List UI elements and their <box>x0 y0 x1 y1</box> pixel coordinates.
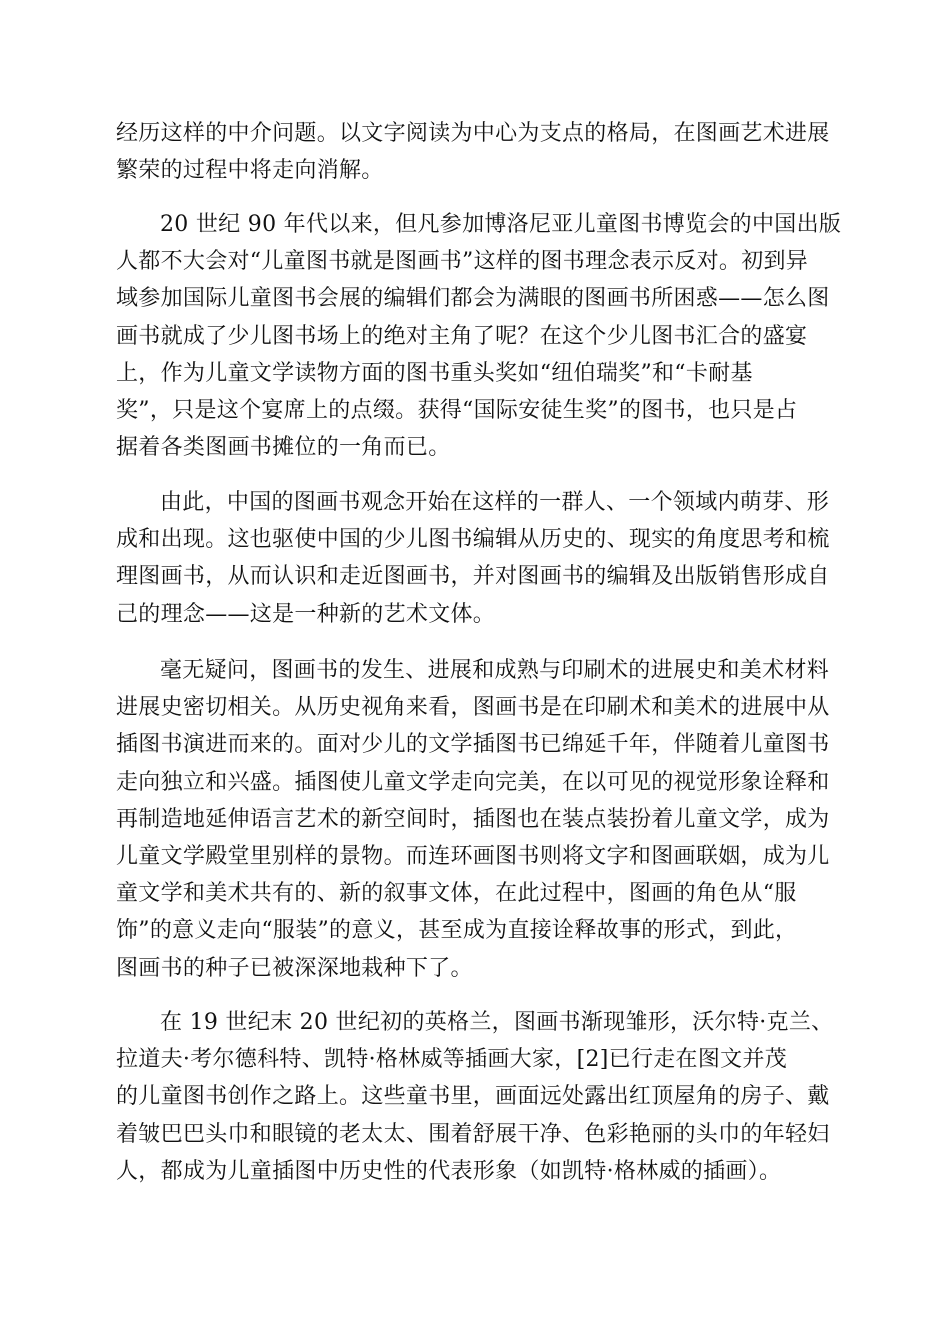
paragraph-5 <box>116 1004 836 1190</box>
text-line: 由此，中国的图画书观念开始在这样的一群人、一个领域内萌芽、形 <box>160 490 830 515</box>
text-line: 域参加国际儿童图书会展的编辑们都会为满眼的图画书所困惑——怎么图 <box>116 286 830 312</box>
paragraph-1 <box>116 115 836 189</box>
text-line: 上，作为儿童文学读物方面的图书重头奖如“纽伯瑞奖”和“卡耐基 <box>116 360 753 386</box>
text-line: 繁荣的过程中将走向消解。 <box>116 158 384 184</box>
text-line: 图画书的种子已被深深地栽种下了。 <box>116 955 473 981</box>
text-line: 画书就成了少儿图书场上的绝对主角了呢？在这个少儿图书汇合的盛宴 <box>116 323 808 349</box>
text-line: 拉道夫·考尔德科特、凯特·格林威等插画大家，[2]已行走在图文并茂 <box>116 1047 788 1073</box>
paragraph-2 <box>116 206 842 466</box>
paragraph-3 <box>116 484 836 633</box>
text-line: 20 世纪 90 年代以来，但凡参加博洛尼亚儿童图书博览会的中国出版 <box>160 212 842 237</box>
text-line: 饰”的意义走向“服装”的意义，甚至成为直接诠释故事的形式，到此， <box>116 918 798 944</box>
text-line: 据着各类图画书摊位的一角而已。 <box>116 435 451 461</box>
text-line: 进展史密切相关。从历史视角来看，图画书是在印刷术和美术的进展中从 <box>116 695 830 721</box>
text-line: 奖”，只是这个宴席上的点缀。获得“国际安徒生奖”的图书，也只是占 <box>116 397 798 423</box>
text-line: 经历这样的中介问题。以文字阅读为中心为支点的格局，在图画艺术进展 <box>116 121 830 146</box>
text-line: 成和出现。这也驱使中国的少儿图书编辑从历史的、现实的角度思考和梳 <box>116 527 830 553</box>
text-line: 着皱巴巴头巾和眼镜的老太太、围着舒展干净、色彩艳丽的头巾的年轻妇 <box>116 1121 830 1147</box>
text-line: 人都不大会对“儿童图书就是图画书”这样的图书理念表示反对。初到异 <box>116 249 809 275</box>
text-line: 己的理念——这是一种新的艺术文体。 <box>116 601 496 627</box>
text-line: 人，都成为儿童插图中历史性的代表形象（如凯特·格林威的插画）。 <box>116 1158 782 1184</box>
text-line: 的儿童图书创作之路上。这些童书里，画面远处露出红顶屋角的房子、戴 <box>116 1084 830 1110</box>
text-line: 童文学和美术共有的、新的叙事文体，在此过程中，图画的角色从“服 <box>116 881 797 907</box>
text-line: 走向独立和兴盛。插图使儿童文学走向完美，在以可见的视觉形象诠释和 <box>116 769 830 795</box>
text-line: 插图书演进而来的。面对少儿的文学插图书已绵延千年，伴随着儿童图书 <box>116 732 830 758</box>
text-line: 毫无疑问，图画书的发生、进展和成熟与印刷术的进展史和美术材料 <box>160 658 830 683</box>
text-line: 在 19 世纪末 20 世纪初的英格兰，图画书渐现雏形，沃尔特·克兰、 <box>160 1010 834 1035</box>
text-line: 儿童文学殿堂里别样的景物。而连环画图书则将文字和图画联姻，成为儿 <box>116 843 830 869</box>
text-line: 理图画书，从而认识和走近图画书，并对图画书的编辑及出版销售形成自 <box>116 564 830 590</box>
text-line: 再制造地延伸语言艺术的新空间时，插图也在装点装扮着儿童文学，成为 <box>116 806 830 832</box>
paragraph-4 <box>116 652 836 987</box>
